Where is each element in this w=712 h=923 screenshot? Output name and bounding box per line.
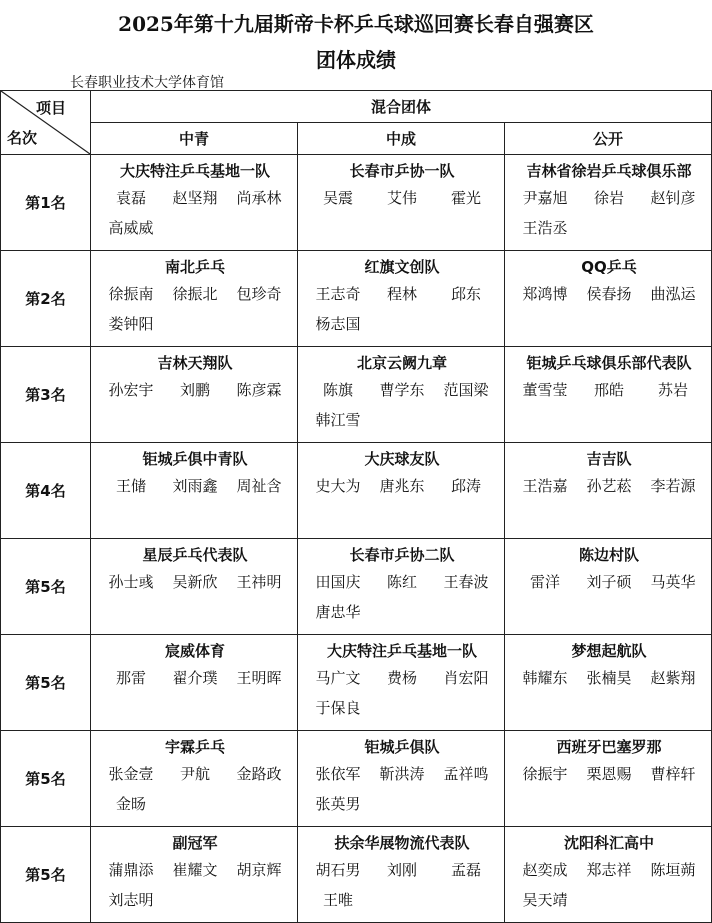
player-list	[99, 759, 291, 819]
player-list	[513, 279, 705, 309]
player-name: 王储	[115, 477, 146, 495]
document-subtitle: 团体成绩	[316, 48, 396, 72]
player-name: 李若源	[650, 477, 696, 495]
player-list	[513, 375, 705, 405]
team-cell	[505, 731, 712, 827]
team-cell	[298, 155, 505, 251]
team-name: 北京云阙九章	[356, 354, 447, 372]
team-name: 大庆球友队	[364, 450, 440, 468]
team-name: 钜城乒俱队	[364, 738, 440, 756]
rank-cell: 第2名	[1, 251, 91, 347]
team-cell	[91, 251, 298, 347]
player-name: 史大为	[315, 477, 361, 495]
player-name: 尚承林	[236, 189, 282, 207]
team-name: 南北乒乓	[164, 258, 225, 276]
rank-cell: 第5名	[1, 635, 91, 731]
player-name: 唐兆东	[379, 477, 425, 495]
team-name: 红旗文创队	[364, 258, 440, 276]
team-cell	[91, 443, 298, 539]
rank-cell: 第5名	[1, 539, 91, 635]
team-name: 扶余华展物流代表队	[334, 834, 470, 852]
team-name: 吉林省徐岩乒乓球俱乐部	[526, 162, 692, 180]
team-cell	[91, 731, 298, 827]
team-cell	[298, 347, 505, 443]
column-header: 公开	[505, 123, 712, 155]
player-list	[306, 183, 498, 213]
player-name: 韩江雪	[315, 411, 361, 429]
team-cell	[505, 635, 712, 731]
table-row	[1, 635, 712, 731]
player-list	[513, 855, 705, 915]
player-list	[99, 471, 291, 501]
column-header: 中成	[298, 123, 505, 155]
player-name: 赵钊彦	[650, 189, 696, 207]
document-title: 2025年第十九届斯帝卡杯乒乓球巡回赛长春自强赛区	[118, 12, 594, 36]
player-list	[306, 759, 498, 819]
player-name: 胡石男	[315, 861, 361, 879]
player-name: 刘子硕	[586, 573, 632, 591]
player-list	[306, 471, 498, 501]
player-name: 王春波	[443, 573, 489, 591]
team-cell	[505, 827, 712, 923]
player-name: 包珍奇	[236, 285, 282, 303]
player-list	[99, 279, 291, 339]
player-name: 徐振宇	[522, 765, 568, 783]
team-name: 钜城乒俱中青队	[142, 450, 248, 468]
player-name: 崔耀文	[172, 861, 218, 879]
player-name: 赵奕成	[522, 861, 568, 879]
player-name: 张楠昊	[586, 669, 632, 687]
corner-label-rank: 名次	[7, 129, 38, 147]
team-cell	[298, 251, 505, 347]
player-name: 马英华	[650, 573, 696, 591]
player-name: 苏岩	[658, 381, 689, 399]
player-name: 王浩丞	[522, 219, 568, 237]
player-name: 吴天靖	[522, 891, 568, 909]
player-list	[99, 183, 291, 243]
team-name: 长春市乒协一队	[349, 162, 455, 180]
team-name: 陈边村队	[579, 546, 640, 564]
table-row	[1, 731, 712, 827]
player-name: 刘雨鑫	[172, 477, 218, 495]
player-name: 蒲鼎添	[108, 861, 154, 879]
player-name: 靳洪涛	[379, 765, 425, 783]
team-cell	[298, 731, 505, 827]
player-name: 吴新欣	[172, 573, 218, 591]
player-name: 陈旗	[322, 381, 353, 399]
player-list	[306, 279, 498, 339]
player-name: 陈彦霖	[236, 381, 282, 399]
player-name: 孟磊	[450, 861, 481, 879]
team-name: 宇霖乒乓	[164, 738, 225, 756]
player-name: 尹嘉旭	[522, 189, 568, 207]
team-name: 吉林天翔队	[157, 354, 233, 372]
team-name: 吉吉队	[586, 450, 632, 468]
team-name: 长春市乒协二队	[349, 546, 455, 564]
team-name: 西班牙巴塞罗那	[556, 738, 662, 756]
player-name: 曹学东	[379, 381, 425, 399]
player-name: 孟祥鸣	[443, 765, 489, 783]
player-name: 胡京辉	[236, 861, 282, 879]
table-row	[1, 251, 712, 347]
player-name: 邢皓	[594, 381, 625, 399]
player-name: 张英男	[315, 795, 361, 813]
player-name: 徐振北	[172, 285, 218, 303]
player-list	[306, 663, 498, 723]
player-name: 翟介璞	[172, 669, 218, 687]
team-cell	[298, 539, 505, 635]
player-name: 田国庆	[315, 573, 361, 591]
venue-label: 长春职业技术大学体育馆	[70, 75, 224, 91]
team-cell	[91, 347, 298, 443]
player-name: 赵紫翔	[650, 669, 696, 687]
player-name: 王明晖	[236, 669, 282, 687]
group-header: 混合团体	[91, 91, 712, 123]
player-name: 雷洋	[529, 573, 560, 591]
player-list	[513, 567, 705, 597]
team-cell	[505, 155, 712, 251]
player-name: 范国梁	[443, 381, 489, 399]
team-cell	[298, 827, 505, 923]
team-name: 大庆特注乒乓基地一队	[119, 162, 270, 180]
table-row	[1, 155, 712, 251]
team-cell	[505, 443, 712, 539]
player-name: 高威威	[108, 219, 154, 237]
team-cell	[505, 539, 712, 635]
team-name: 钜城乒乓球俱乐部代表队	[526, 354, 692, 372]
player-name: 郑鸿博	[522, 285, 568, 303]
player-name: 杨志国	[315, 315, 361, 333]
team-cell	[91, 827, 298, 923]
corner-label-event: 项目	[35, 99, 66, 117]
player-name: 曲泓运	[650, 285, 696, 303]
player-list	[306, 567, 498, 627]
player-name: 孙艺菘	[586, 477, 632, 495]
player-name: 孙士彧	[108, 573, 154, 591]
player-name: 肖宏阳	[443, 669, 489, 687]
player-list	[513, 663, 705, 693]
player-name: 栗恩赐	[586, 765, 632, 783]
player-name: 王祎明	[236, 573, 282, 591]
table-row	[1, 827, 712, 923]
player-list	[99, 375, 291, 405]
player-name: 那雷	[115, 669, 146, 687]
player-name: 郑志祥	[586, 861, 632, 879]
player-name: 刘鹏	[179, 381, 210, 399]
player-name: 金旸	[115, 795, 146, 813]
team-cell	[298, 635, 505, 731]
player-name: 唐忠华	[315, 603, 361, 621]
player-name: 赵坚翔	[172, 189, 218, 207]
player-name: 刘志明	[108, 891, 154, 909]
rank-cell: 第3名	[1, 347, 91, 443]
rank-cell: 第5名	[1, 731, 91, 827]
player-name: 孙宏宇	[108, 381, 154, 399]
rank-cell: 第1名	[1, 155, 91, 251]
rank-cell: 第4名	[1, 443, 91, 539]
team-name: 大庆特注乒乓基地一队	[326, 642, 477, 660]
team-cell	[505, 251, 712, 347]
table-row	[1, 539, 712, 635]
rank-cell: 第5名	[1, 827, 91, 923]
player-name: 邱东	[450, 285, 481, 303]
player-name: 徐振南	[108, 285, 154, 303]
player-list	[99, 855, 291, 915]
player-name: 侯春扬	[586, 285, 632, 303]
player-list	[513, 183, 705, 243]
player-name: 王浩嘉	[522, 477, 568, 495]
player-list	[99, 567, 291, 597]
player-name: 霍光	[450, 189, 481, 207]
table-corner-cell	[1, 91, 91, 155]
player-list	[306, 375, 498, 435]
player-name: 陈红	[386, 573, 417, 591]
player-name: 马广文	[315, 669, 361, 687]
results-table	[0, 90, 712, 923]
team-name: 沈阳科汇高中	[564, 834, 655, 852]
player-name: 陈垣蒴	[650, 861, 696, 879]
player-name: 艾伟	[386, 189, 417, 207]
player-name: 费杨	[386, 669, 417, 687]
player-name: 程林	[386, 285, 417, 303]
column-header: 中青	[91, 123, 298, 155]
team-cell	[298, 443, 505, 539]
team-cell	[91, 635, 298, 731]
player-name: 张依军	[315, 765, 361, 783]
player-list	[513, 471, 705, 501]
player-name: 王唯	[322, 891, 353, 909]
team-name: 梦想起航队	[571, 642, 647, 660]
table-row	[1, 347, 712, 443]
team-name: QQ乒乓	[581, 258, 637, 276]
team-cell	[505, 347, 712, 443]
player-name: 刘刚	[386, 861, 417, 879]
player-name: 尹航	[179, 765, 210, 783]
player-name: 袁磊	[115, 189, 146, 207]
player-name: 王志奇	[315, 285, 361, 303]
player-list	[513, 759, 705, 789]
team-cell	[91, 539, 298, 635]
player-name: 周祉含	[236, 477, 282, 495]
player-name: 徐岩	[594, 189, 625, 207]
player-name: 韩耀东	[522, 669, 568, 687]
team-cell	[91, 155, 298, 251]
player-name: 吴震	[322, 189, 353, 207]
team-name: 星辰乒乓代表队	[142, 546, 248, 564]
player-name: 张金壹	[108, 765, 154, 783]
player-name: 于保良	[315, 699, 361, 717]
player-name: 邱涛	[450, 477, 481, 495]
team-name: 副冠军	[172, 834, 218, 852]
team-name: 宸威体育	[164, 642, 225, 660]
player-list	[306, 855, 498, 915]
player-name: 金路政	[236, 765, 282, 783]
player-name: 曹梓轩	[650, 765, 696, 783]
player-name: 董雪莹	[522, 381, 568, 399]
player-name: 娄钟阳	[108, 315, 154, 333]
player-list	[99, 663, 291, 693]
table-row	[1, 443, 712, 539]
